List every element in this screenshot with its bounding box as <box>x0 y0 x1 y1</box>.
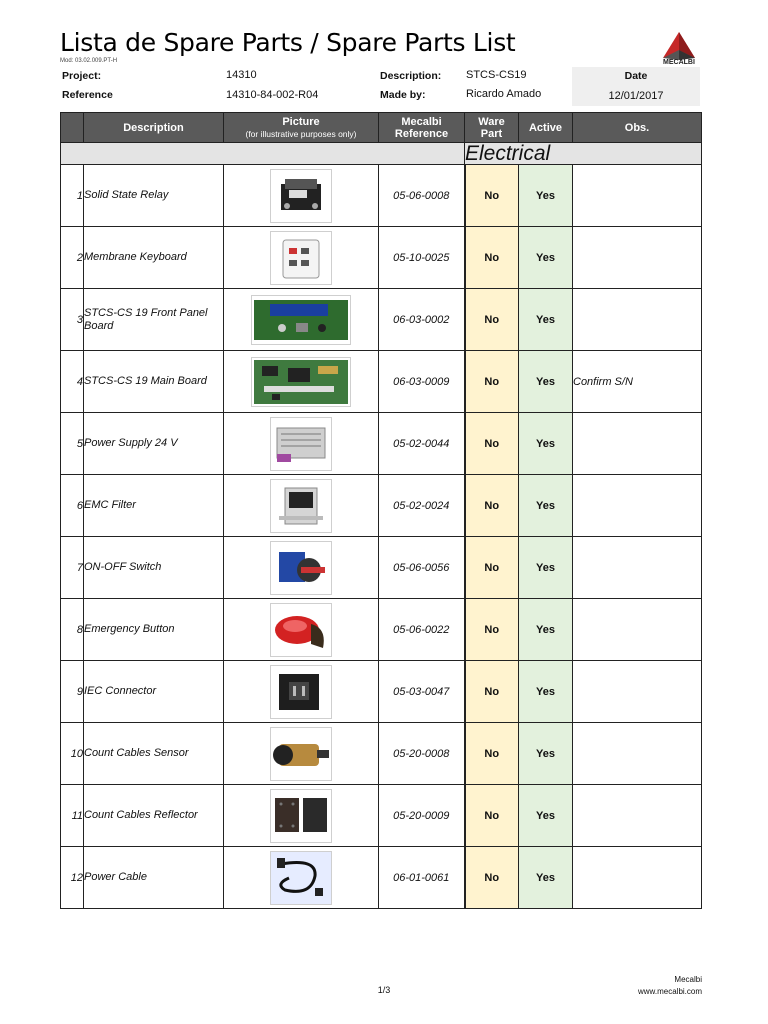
item-ware-part: No <box>465 165 519 227</box>
item-number: 8 <box>61 599 84 661</box>
item-ware-part: No <box>465 723 519 785</box>
item-description: Power Cable <box>84 847 224 909</box>
item-active: Yes <box>519 165 573 227</box>
table-row <box>61 227 702 289</box>
item-ware-part: No <box>465 351 519 413</box>
table-row <box>61 165 702 227</box>
item-number: 4 <box>61 351 84 413</box>
item-picture <box>224 847 379 909</box>
item-reference: 05-06-0008 <box>379 165 465 227</box>
table-row <box>61 661 702 723</box>
item-number: 7 <box>61 537 84 599</box>
item-description: STCS-CS 19 Front Panel Board <box>84 289 224 351</box>
section-label: Electrical <box>465 143 702 165</box>
table-row <box>61 537 702 599</box>
item-ware-part: No <box>465 785 519 847</box>
item-reference: 05-03-0047 <box>379 661 465 723</box>
section-row <box>61 143 702 165</box>
relay-icon <box>270 169 332 223</box>
page-title: Lista de Spare Parts / Spare Parts List <box>60 28 516 57</box>
item-description: Power Supply 24 V <box>84 413 224 475</box>
item-description: Count Cables Reflector <box>84 785 224 847</box>
item-ware-part: No <box>465 227 519 289</box>
item-picture <box>224 661 379 723</box>
item-obs <box>573 165 702 227</box>
emc-filter-icon <box>270 479 332 533</box>
section-spacer <box>61 143 465 165</box>
table-header-row <box>61 113 702 143</box>
table-row <box>61 351 702 413</box>
sensor-icon <box>270 727 332 781</box>
item-description: Count Cables Sensor <box>84 723 224 785</box>
item-obs <box>573 847 702 909</box>
footer-company <box>638 974 702 998</box>
item-ware-part: No <box>465 537 519 599</box>
item-obs <box>573 413 702 475</box>
rotary-switch-icon <box>270 541 332 595</box>
item-picture <box>224 537 379 599</box>
spare-parts-table <box>60 112 702 909</box>
col-ware-l2: Part <box>480 127 503 140</box>
iec-connector-icon <box>270 665 332 719</box>
item-obs <box>573 599 702 661</box>
main-board-icon <box>251 357 351 407</box>
page-number: 1/3 <box>377 985 391 995</box>
item-ware-part: No <box>465 661 519 723</box>
madeby-value: Ricardo Amado <box>466 88 542 100</box>
col-reference <box>379 113 465 143</box>
item-obs <box>573 289 702 351</box>
emergency-button-icon <box>270 603 332 657</box>
document-info <box>60 67 700 107</box>
item-picture <box>224 785 379 847</box>
item-reference: 05-10-0025 <box>379 227 465 289</box>
item-ware-part: No <box>465 599 519 661</box>
table-row <box>61 475 702 537</box>
item-picture <box>224 289 379 351</box>
project-value: 14310 <box>226 69 257 81</box>
item-active: Yes <box>519 847 573 909</box>
item-description: Emergency Button <box>84 599 224 661</box>
item-number: 10 <box>61 723 84 785</box>
item-picture <box>224 413 379 475</box>
item-reference: 06-01-0061 <box>379 847 465 909</box>
item-active: Yes <box>519 475 573 537</box>
item-active: Yes <box>519 227 573 289</box>
item-description: STCS-CS 19 Main Board <box>84 351 224 413</box>
item-obs <box>573 661 702 723</box>
item-number: 9 <box>61 661 84 723</box>
reflector-icon <box>270 789 332 843</box>
item-ware-part: No <box>465 289 519 351</box>
table-row <box>61 847 702 909</box>
item-reference: 06-03-0002 <box>379 289 465 351</box>
item-reference: 05-20-0009 <box>379 785 465 847</box>
table-row <box>61 289 702 351</box>
col-description: Description <box>84 113 224 143</box>
item-description: Membrane Keyboard <box>84 227 224 289</box>
front-panel-board-icon <box>251 295 351 345</box>
item-active: Yes <box>519 599 573 661</box>
power-supply-icon <box>270 417 332 471</box>
item-description: EMC Filter <box>84 475 224 537</box>
item-description: Solid State Relay <box>84 165 224 227</box>
col-picture <box>224 113 379 143</box>
item-picture <box>224 599 379 661</box>
col-obs: Obs. <box>573 113 702 143</box>
reference-value: 14310-84-002-R04 <box>226 89 319 101</box>
logo-text: MECALBI <box>663 59 695 66</box>
item-reference: 05-02-0024 <box>379 475 465 537</box>
col-ware-l1: Ware <box>478 115 505 128</box>
item-picture <box>224 227 379 289</box>
item-active: Yes <box>519 351 573 413</box>
item-description: IEC Connector <box>84 661 224 723</box>
item-picture <box>224 351 379 413</box>
item-reference: 06-03-0009 <box>379 351 465 413</box>
item-number: 2 <box>61 227 84 289</box>
col-picture-sub: (for illustrative purposes only) <box>245 128 357 139</box>
item-number: 12 <box>61 847 84 909</box>
item-active: Yes <box>519 661 573 723</box>
col-number <box>61 113 84 143</box>
item-obs <box>573 723 702 785</box>
col-reference-l2: Reference <box>394 127 449 140</box>
power-cable-icon <box>270 851 332 905</box>
item-obs <box>573 785 702 847</box>
col-reference-l1: Mecalbi <box>401 115 442 128</box>
company-website: www.mecalbi.com <box>637 987 702 996</box>
item-ware-part: No <box>465 413 519 475</box>
item-active: Yes <box>519 537 573 599</box>
madeby-label: Made by: <box>380 89 426 101</box>
item-active: Yes <box>519 723 573 785</box>
item-obs <box>573 537 702 599</box>
item-obs: Confirm S/N <box>573 351 702 413</box>
date-value: 12/01/2017 <box>608 90 664 102</box>
item-obs <box>573 227 702 289</box>
item-picture <box>224 475 379 537</box>
description-label: Description: <box>380 70 442 82</box>
item-reference: 05-02-0044 <box>379 413 465 475</box>
item-number: 6 <box>61 475 84 537</box>
item-reference: 05-20-0008 <box>379 723 465 785</box>
item-ware-part: No <box>465 847 519 909</box>
item-number: 11 <box>61 785 84 847</box>
item-active: Yes <box>519 289 573 351</box>
date-box <box>572 67 700 106</box>
item-picture <box>224 723 379 785</box>
company-name: Mecalbi <box>674 975 702 984</box>
item-number: 1 <box>61 165 84 227</box>
item-obs <box>573 475 702 537</box>
table-row <box>61 723 702 785</box>
table-row <box>61 785 702 847</box>
item-ware-part: No <box>465 475 519 537</box>
item-number: 5 <box>61 413 84 475</box>
col-picture-title: Picture <box>282 115 320 128</box>
table-row <box>61 413 702 475</box>
col-ware-part <box>465 113 519 143</box>
col-active: Active <box>519 113 573 143</box>
item-number: 3 <box>61 289 84 351</box>
reference-label: Reference <box>62 89 113 101</box>
item-reference: 05-06-0056 <box>379 537 465 599</box>
keyboard-icon <box>270 231 332 285</box>
table-row <box>61 599 702 661</box>
item-active: Yes <box>519 413 573 475</box>
project-label: Project: <box>62 70 102 82</box>
form-code: Mod: 03.02.009.PT-H <box>60 58 118 64</box>
item-picture <box>224 165 379 227</box>
date-label: Date <box>624 70 648 82</box>
item-description: ON-OFF Switch <box>84 537 224 599</box>
description-value: STCS-CS19 <box>466 69 527 81</box>
item-active: Yes <box>519 785 573 847</box>
item-reference: 05-06-0022 <box>379 599 465 661</box>
